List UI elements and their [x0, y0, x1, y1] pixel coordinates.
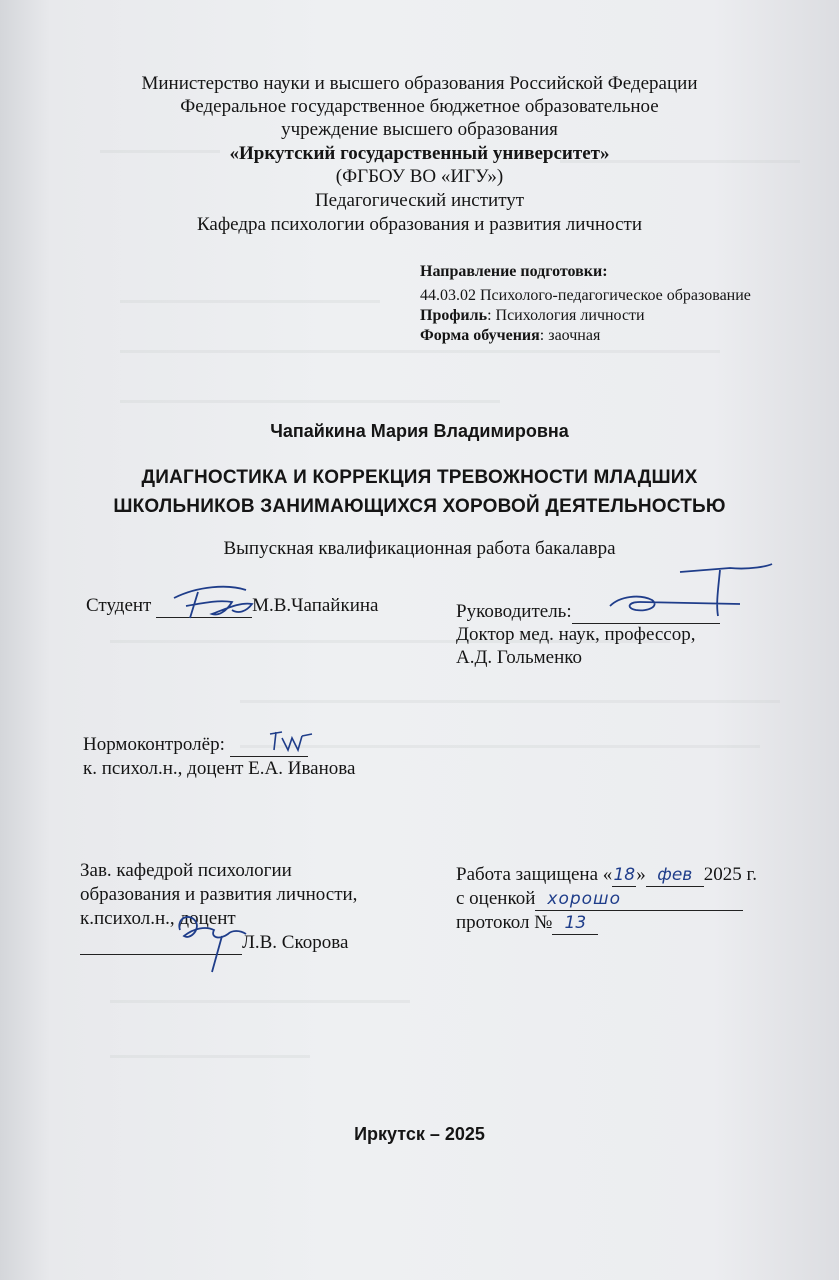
bleed-through	[120, 300, 380, 303]
direction-value: 44.03.02 Психолого-педагогическое образование	[420, 287, 751, 304]
head-title-line-1: Зав. кафедрой психологии	[80, 860, 292, 881]
supervisor-signature	[600, 560, 780, 630]
university-name: «Иркутский государственный университет»	[229, 143, 610, 164]
bleed-through	[240, 700, 780, 703]
supervisor-name: А.Д. Гольменко	[456, 647, 583, 668]
supervisor-degree: Доктор мед. наук, профессор,	[456, 624, 696, 645]
institute-name: Педагогический институт	[314, 190, 525, 211]
head-title-line-3: к.психол.н., доцент	[80, 908, 236, 929]
normcontroller-signature	[266, 728, 316, 754]
profile-line	[420, 306, 645, 326]
author-name: Чапайкина Мария Владимировна	[270, 421, 569, 441]
study-form-line	[420, 326, 600, 346]
ministry-name: Министерство науки и высшего образования Российской Федерации	[141, 73, 698, 94]
protocol-number: 13	[564, 913, 587, 933]
supervisor-label: Руководитель:	[456, 601, 572, 622]
city-year: Иркутск – 2025	[354, 1124, 485, 1144]
defense-prefix: Работа защищена «	[456, 864, 613, 885]
student-label: Студент	[86, 595, 152, 616]
head-title-line-2: образования и развития личности,	[80, 884, 358, 905]
thesis-title-line-1: ДИАГНОСТИКА И КОРРЕКЦИЯ ТРЕВОЖНОСТИ МЛАДШИХ	[141, 467, 698, 488]
thesis-type: Выпускная квалификационная работа бакалавра	[223, 538, 616, 559]
profile-label: Профиль	[420, 307, 488, 324]
bleed-through	[240, 745, 760, 748]
bleed-through	[120, 350, 720, 353]
head-signature	[170, 900, 260, 975]
bleed-through	[120, 400, 500, 403]
head-name: Л.В. Скорова	[242, 932, 349, 953]
grade-value: хорошо	[547, 889, 622, 909]
normcontroller-details: к. психол.н., доцент Е.А. Иванова	[83, 758, 356, 779]
bleed-through	[110, 1055, 310, 1058]
grade-label: с оценкой	[456, 888, 536, 909]
grade-line	[456, 888, 743, 911]
direction-label: Направление подготовки:	[420, 263, 608, 280]
defense-day: 18	[613, 865, 636, 885]
bleed-through	[110, 1000, 410, 1003]
defense-year: 2025 г.	[703, 864, 757, 885]
institution-line-2: учреждение высшего образования	[281, 119, 558, 140]
student-name: М.В.Чапайкина	[252, 595, 379, 616]
thesis-title-line-2: ШКОЛЬНИКОВ ЗАНИМАЮЩИХСЯ ХОРОВОЙ ДЕЯТЕЛЬНОСТЬЮ	[113, 496, 726, 517]
protocol-line	[456, 912, 598, 935]
student-signature	[168, 578, 268, 626]
defense-month: фев	[657, 865, 693, 885]
normcontroller-label: Нормоконтролёр:	[83, 734, 225, 755]
defense-date-line: Работа защищена «18» фев 2025 г.	[456, 864, 757, 885]
institution-line-1: Федеральное государственное бюджетное образовательное	[180, 96, 659, 117]
study-form-value: : заочная	[539, 327, 601, 344]
study-form-label: Форма обучения	[420, 327, 540, 344]
university-abbreviation: (ФГБОУ ВО «ИГУ»)	[335, 166, 504, 187]
profile-value: : Психология личности	[487, 307, 645, 324]
department-name: Кафедра психологии образования и развития личности	[196, 214, 643, 235]
protocol-label: протокол №	[456, 912, 553, 933]
